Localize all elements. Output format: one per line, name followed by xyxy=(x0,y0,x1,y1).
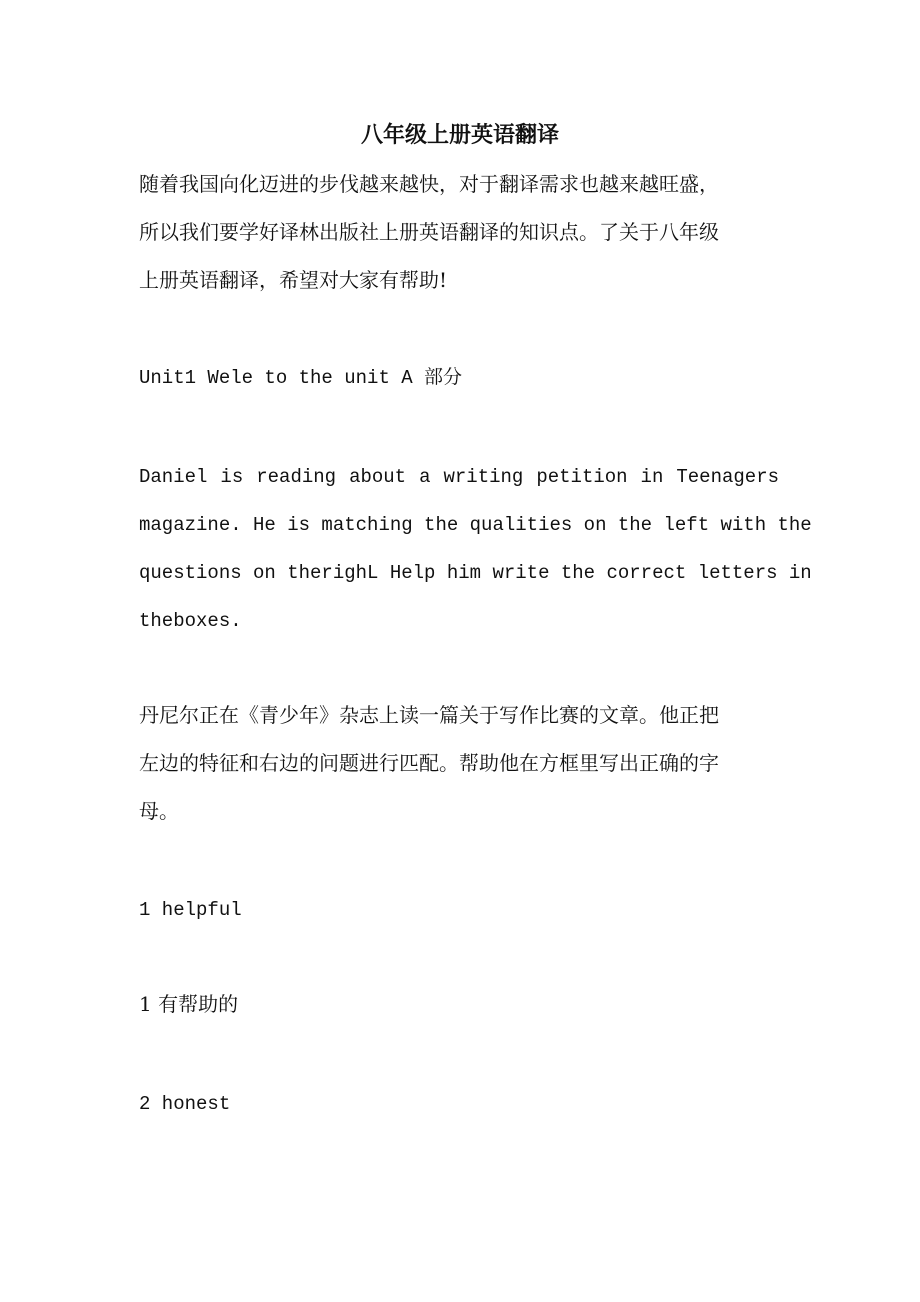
intro-paragraph xyxy=(139,160,789,304)
english-line-4: theboxes. xyxy=(139,610,242,632)
chinese-line-2: 左边的特征和右边的问题进行匹配。帮助他在方框里写出正确的字 xyxy=(139,751,719,775)
english-line-2: magazine. He is matching the qualities on the left with the xyxy=(139,514,812,536)
list-item: 1 helpful xyxy=(139,899,242,921)
chinese-line-1: 丹尼尔正在《青少年》杂志上读一篇关于写作比赛的文章。他正把 xyxy=(139,703,719,727)
english-line-3: questions on therighL Help him write the correct letters in xyxy=(139,562,812,584)
document-title: 八年级上册英语翻译 xyxy=(360,122,559,148)
english-line-1: Daniel is reading about a writing petition in Teenagers xyxy=(139,466,779,488)
list-item: 1 有帮助的 xyxy=(139,992,239,1016)
english-paragraph xyxy=(139,453,812,645)
unit-heading: Unit1 Wele to the unit A 部分 xyxy=(139,367,463,389)
intro-line-2: 所以我们要学好译林出版社上册英语翻译的知识点。了关于八年级 xyxy=(139,220,719,244)
chinese-paragraph xyxy=(139,691,789,835)
intro-line-1: 随着我国向化迈进的步伐越来越快，对于翻译需求也越来越旺盛， xyxy=(139,172,719,196)
intro-line-3: 上册英语翻译，希望对大家有帮助! xyxy=(139,268,448,292)
list-item: 2 honest xyxy=(139,1093,231,1115)
chinese-line-3: 母。 xyxy=(139,799,179,823)
